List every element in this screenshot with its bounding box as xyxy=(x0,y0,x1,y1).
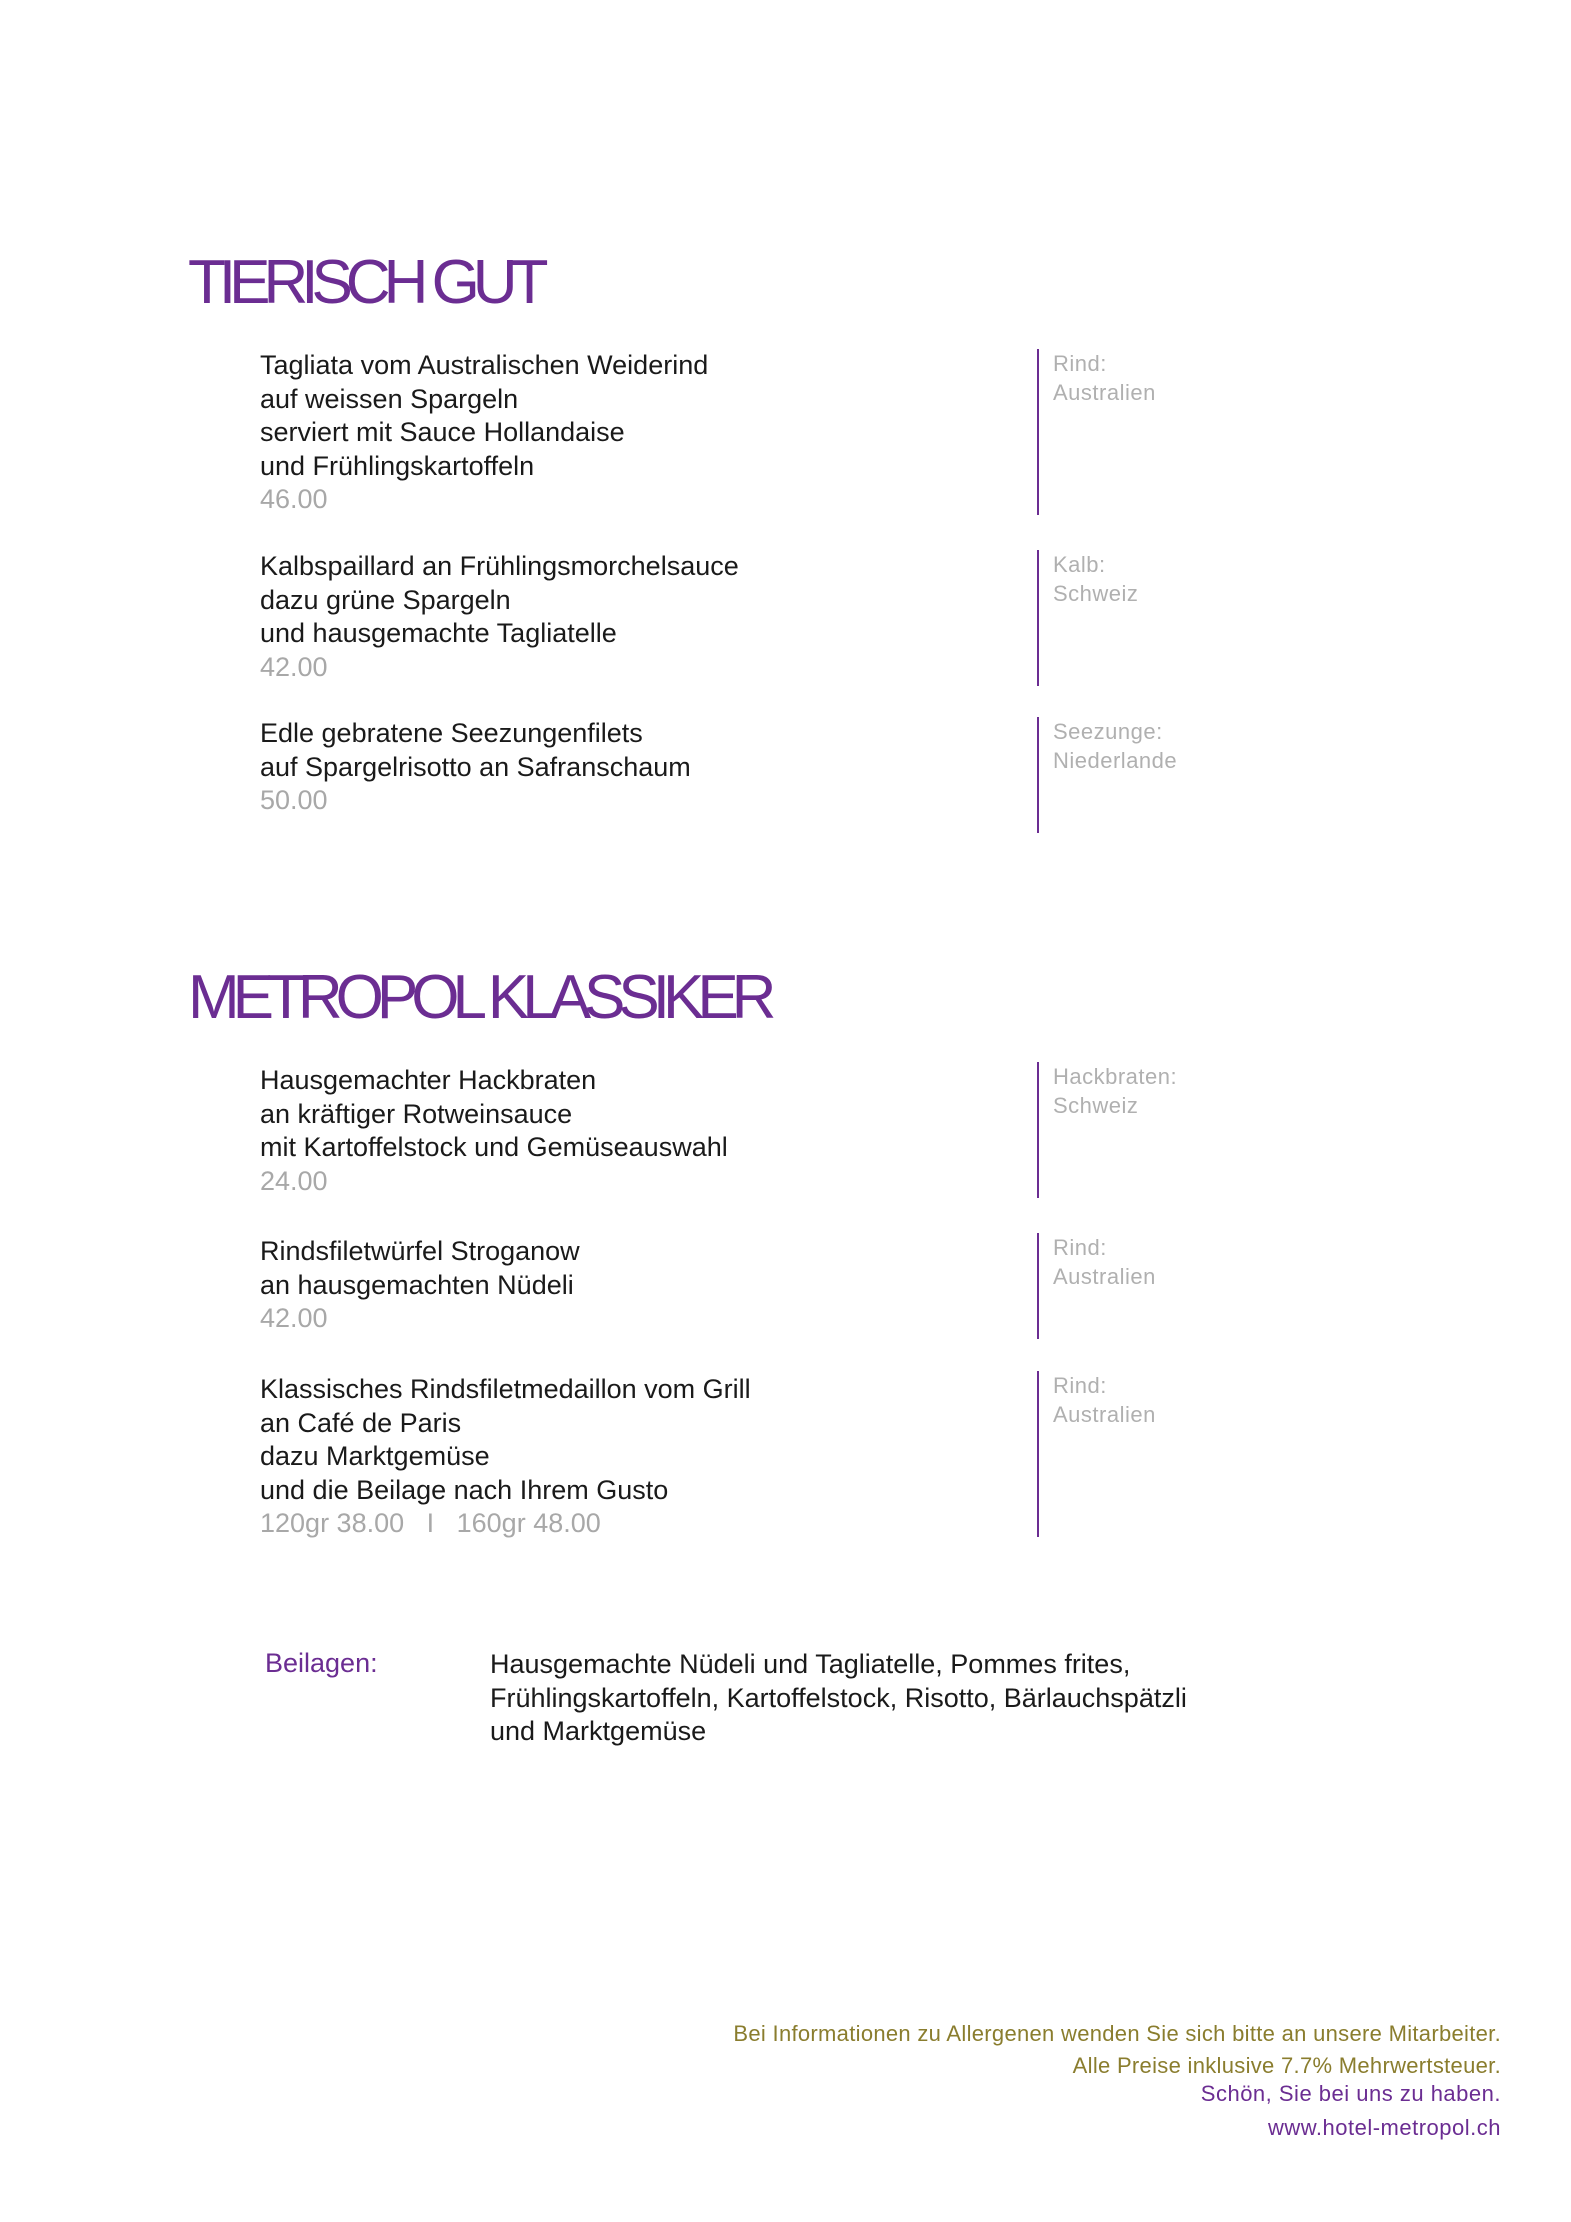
menu-item-tagliata xyxy=(260,349,1040,517)
origin-info xyxy=(1037,550,1138,686)
item-line: und Frühlingskartoffeln xyxy=(260,450,535,481)
section-title-tierisch-gut: TIERISCH GUT xyxy=(188,248,542,317)
website-link[interactable]: www.hotel-metropol.ch xyxy=(1267,2115,1501,2140)
origin-country: Australien xyxy=(1053,1402,1156,1427)
sides-list xyxy=(490,1648,1187,1749)
origin-animal: Rind: xyxy=(1053,1373,1107,1398)
item-line: auf weissen Spargeln xyxy=(260,383,519,414)
vat-note: Alle Preise inklusive 7.7% Mehrwertsteuer. xyxy=(1072,2053,1501,2078)
item-price: 42.00 xyxy=(260,1303,328,1333)
origin-info xyxy=(1037,717,1177,833)
menu-item-seezungenfilets xyxy=(260,717,1040,818)
item-line: Rindsfiletwürfel Stroganow xyxy=(260,1236,580,1266)
sides-line: und Marktgemüse xyxy=(490,1716,707,1746)
origin-animal: Hackbraten: xyxy=(1053,1064,1178,1089)
menu-item-stroganow xyxy=(260,1235,1040,1336)
item-line: dazu grüne Spargeln xyxy=(260,584,511,615)
item-line: an hausgemachten Nüdeli xyxy=(260,1269,574,1300)
origin-country: Australien xyxy=(1053,380,1156,405)
item-line: und die Beilage nach Ihrem Gusto xyxy=(260,1474,669,1505)
item-line: serviert mit Sauce Hollandaise xyxy=(260,417,625,447)
origin-animal: Seezunge: xyxy=(1053,719,1163,744)
item-line: mit Kartoffelstock und Gemüseauswahl xyxy=(260,1132,728,1162)
menu-item-kalbspaillard xyxy=(260,550,1040,684)
item-line: auf Spargelrisotto an Safranschaum xyxy=(260,751,691,782)
origin-country: Schweiz xyxy=(1053,1093,1139,1118)
section-title-metropol-klassiker: METROPOL KLASSIKER xyxy=(188,963,770,1032)
item-line: Klassisches Rindsfiletmedaillon vom Grill xyxy=(260,1374,751,1404)
item-line: an kräftiger Rotweinsauce xyxy=(260,1098,573,1129)
greeting: Schön, Sie bei uns zu haben. xyxy=(1200,2081,1501,2106)
item-price: 50.00 xyxy=(260,785,328,815)
item-price: 24.00 xyxy=(260,1165,328,1196)
item-line: Edle gebratene Seezungenfilets xyxy=(260,718,643,748)
origin-info xyxy=(1037,349,1156,515)
origin-animal: Kalb: xyxy=(1053,552,1106,577)
allergen-note: Bei Informationen zu Allergenen wenden Sie sich bitte an unsere Mitarbeiter. xyxy=(733,2021,1501,2046)
footer xyxy=(733,2018,1501,2144)
origin-animal: Rind: xyxy=(1053,1235,1107,1260)
item-line: Tagliata vom Australischen Weiderind xyxy=(260,350,709,380)
menu-item-hackbraten xyxy=(260,1064,1040,1198)
item-price: 46.00 xyxy=(260,484,328,514)
origin-country: Niederlande xyxy=(1053,748,1178,773)
sides-label: Beilagen: xyxy=(265,1648,378,1678)
item-line: und hausgemachte Tagliatelle xyxy=(260,618,617,648)
item-line: dazu Marktgemüse xyxy=(260,1441,490,1471)
item-line: Kalbspaillard an Frühlingsmorchelsauce xyxy=(260,551,739,581)
item-price: 120gr 38.00 I 160gr 48.00 xyxy=(260,1508,601,1538)
item-line: Hausgemachter Hackbraten xyxy=(260,1065,597,1095)
item-price: 42.00 xyxy=(260,651,328,682)
sides-line: Hausgemachte Nüdeli und Tagliatelle, Pommes frites, xyxy=(490,1649,1131,1679)
origin-country: Australien xyxy=(1053,1264,1156,1289)
item-line: an Café de Paris xyxy=(260,1407,462,1438)
origin-country: Schweiz xyxy=(1053,581,1139,606)
origin-info xyxy=(1037,1371,1156,1537)
origin-info xyxy=(1037,1062,1177,1198)
sides-line: Frühlingskartoffeln, Kartoffelstock, Risotto, Bärlauchspätzli xyxy=(490,1682,1187,1713)
origin-animal: Rind: xyxy=(1053,351,1107,376)
origin-info xyxy=(1037,1233,1156,1339)
menu-item-rindsfiletmedaillon xyxy=(260,1373,1040,1541)
